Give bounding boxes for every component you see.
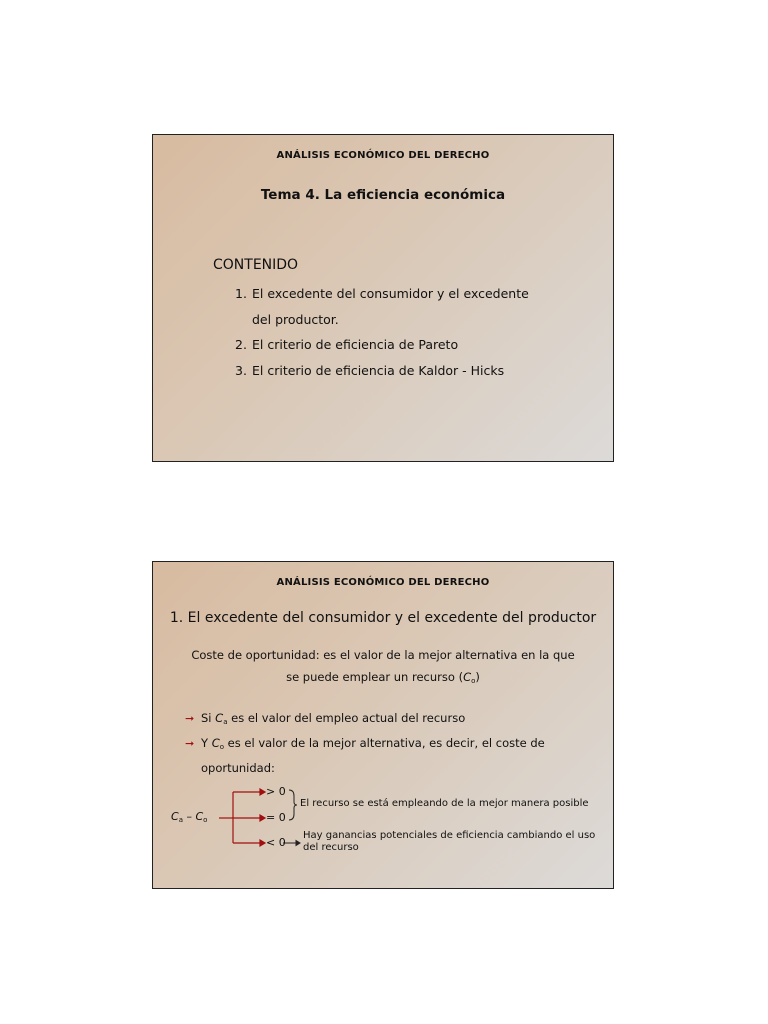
list-item: 1. El excedente del consumidor y el excedente	[235, 286, 529, 301]
bullet-list	[185, 708, 545, 779]
slide-2	[152, 561, 614, 889]
list-item: 2. El criterio de eficiencia de Pareto	[235, 337, 459, 352]
diagram-arrows	[153, 772, 613, 882]
list-item-continuation: del productor.	[252, 311, 339, 327]
slide-1	[152, 134, 614, 462]
slide-title: 1. El excedente del consumidor y el excedente del productor	[169, 610, 597, 626]
definition-text: Coste de oportunidad: es el valor de la mejor alternativa en la que se puede emplear un recurso $(C_o)$	[191, 648, 575, 685]
arrow-bullet-icon: ➞	[185, 737, 195, 750]
bullet-item: ➞ Si $C_a$ es el valor del empleo actual del recurso	[185, 708, 545, 733]
difference-expression: $C_a - C_o$	[171, 810, 208, 824]
list-item: 3. El criterio de eficiencia de Kaldor - Hicks	[235, 362, 505, 378]
efficiency-gains-note: Hay ganancias potenciales de eficiencia cambiando el uso del recurso	[303, 830, 596, 853]
bullet-item-continuation: oportunidad:	[201, 761, 275, 775]
difference-diagram	[153, 772, 613, 882]
greater-than-zero-label: > 0	[266, 785, 286, 798]
slide-title: Tema 4. La eficiencia económica	[260, 187, 506, 203]
contents-list	[235, 281, 529, 383]
equal-zero-label: = 0	[266, 811, 286, 824]
arrow-bullet-icon: ➞	[185, 712, 195, 725]
contents-heading: CONTENIDO	[213, 257, 299, 273]
less-than-zero-label: < 0	[266, 836, 286, 849]
slide-header: ANÁLISIS ECONÓMICO DEL DERECHO	[276, 577, 490, 588]
bullet-item: ➞ Y $C_o$ es el valor de la mejor alternativa, es decir, el coste de	[185, 733, 545, 758]
efficient-use-note: El recurso se está empleando de la mejor manera posible	[300, 798, 589, 809]
slide-header: ANÁLISIS ECONÓMICO DEL DERECHO	[276, 150, 490, 161]
